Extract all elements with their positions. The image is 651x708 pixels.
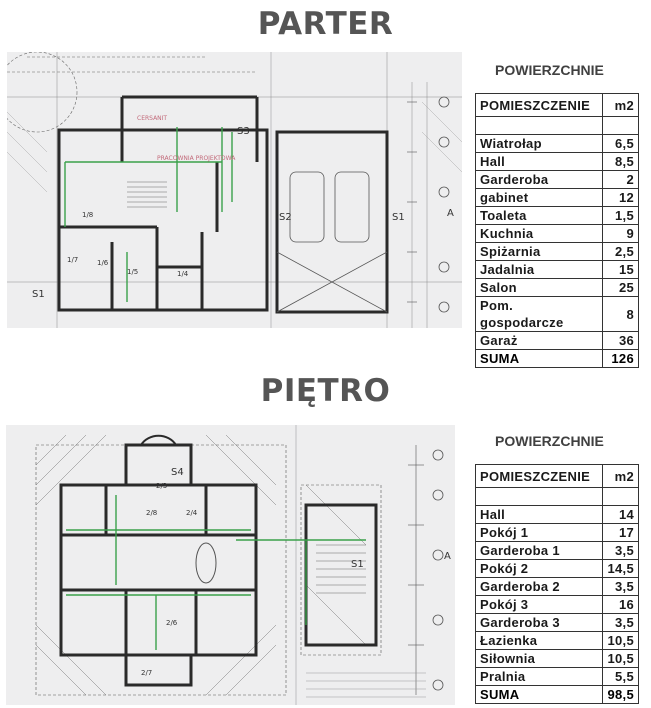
room-area: 2,5 bbox=[603, 243, 639, 261]
room-name: Spiżarnia bbox=[476, 243, 603, 261]
room-name: Pokój 1 bbox=[476, 524, 603, 542]
table-row bbox=[476, 542, 639, 560]
parter-title: PARTER bbox=[257, 6, 394, 42]
table-row bbox=[476, 261, 639, 279]
room-area: 8 bbox=[603, 297, 639, 332]
table-row bbox=[476, 596, 639, 614]
room-label: 2/3 bbox=[156, 482, 168, 490]
table-row bbox=[476, 632, 639, 650]
room-label: S1 bbox=[392, 212, 405, 223]
table-row bbox=[476, 560, 639, 578]
pietro-areas-table bbox=[475, 464, 639, 704]
table-row bbox=[476, 153, 639, 171]
room-name: Kuchnia bbox=[476, 225, 603, 243]
header-cell-room: POMIESZCZENIE bbox=[476, 465, 603, 488]
room-area: 14 bbox=[603, 506, 639, 524]
room-name: Garderoba 1 bbox=[476, 542, 603, 560]
table-row bbox=[476, 225, 639, 243]
room-area: 5,5 bbox=[603, 668, 639, 686]
room-label: 1/8 bbox=[82, 211, 94, 219]
room-area: 1,5 bbox=[603, 207, 639, 225]
room-area: 3,5 bbox=[603, 614, 639, 632]
room-name: Garderoba 3 bbox=[476, 614, 603, 632]
table-row bbox=[476, 614, 639, 632]
room-label: S3 bbox=[237, 126, 250, 137]
room-label: 2/4 bbox=[186, 509, 198, 517]
table-sum-row bbox=[476, 686, 639, 704]
table-row bbox=[476, 578, 639, 596]
room-area: 17 bbox=[603, 524, 639, 542]
room-name: Salon bbox=[476, 279, 603, 297]
table-row bbox=[476, 524, 639, 542]
sum-label: SUMA bbox=[476, 686, 603, 704]
room-label: S1 bbox=[32, 289, 45, 300]
table-header-row bbox=[476, 465, 639, 488]
table-row bbox=[476, 297, 639, 332]
sum-label: SUMA bbox=[476, 350, 603, 368]
table-row bbox=[476, 650, 639, 668]
room-name: Pom. gospodarcze bbox=[476, 297, 603, 332]
room-area: 2 bbox=[603, 171, 639, 189]
room-name: Siłownia bbox=[476, 650, 603, 668]
room-label: 2/7 bbox=[141, 669, 153, 677]
room-name: Garderoba bbox=[476, 171, 603, 189]
sum-value: 98,5 bbox=[603, 686, 639, 704]
ground-floor-plan-image bbox=[7, 52, 462, 328]
room-label: 2/6 bbox=[166, 619, 178, 627]
section-marker: A bbox=[447, 208, 454, 219]
section-marker: A bbox=[444, 551, 451, 562]
room-area: 8,5 bbox=[603, 153, 639, 171]
upper-floor-plan-image bbox=[6, 425, 455, 705]
room-name: Garaż bbox=[476, 332, 603, 350]
table-row bbox=[476, 135, 639, 153]
table-row bbox=[476, 506, 639, 524]
room-area: 36 bbox=[603, 332, 639, 350]
parter-areas-subtitle: POWIERZCHNIE bbox=[495, 62, 604, 78]
room-area: 10,5 bbox=[603, 632, 639, 650]
table-spacer-row bbox=[476, 488, 639, 506]
table-row bbox=[476, 207, 639, 225]
table-row bbox=[476, 189, 639, 207]
room-name: Pralnia bbox=[476, 668, 603, 686]
room-area: 25 bbox=[603, 279, 639, 297]
header-cell-room: POMIESZCZENIE bbox=[476, 94, 603, 117]
table-row bbox=[476, 243, 639, 261]
room-name: Wiatrołap bbox=[476, 135, 603, 153]
parter-areas-table bbox=[475, 93, 639, 368]
room-name: Pokój 2 bbox=[476, 560, 603, 578]
pietro-title: PIĘTRO bbox=[260, 373, 391, 409]
table-spacer-row bbox=[476, 117, 639, 135]
room-label: 1/5 bbox=[127, 268, 139, 276]
room-label: S2 bbox=[279, 212, 292, 223]
room-name: Łazienka bbox=[476, 632, 603, 650]
room-area: 16 bbox=[603, 596, 639, 614]
room-area: 3,5 bbox=[603, 542, 639, 560]
room-area: 15 bbox=[603, 261, 639, 279]
room-label: 1/7 bbox=[67, 256, 79, 264]
sum-value: 126 bbox=[603, 350, 639, 368]
room-area: 10,5 bbox=[603, 650, 639, 668]
room-label: S4 bbox=[171, 467, 184, 478]
table-row bbox=[476, 171, 639, 189]
room-name: Toaleta bbox=[476, 207, 603, 225]
room-name: Pokój 3 bbox=[476, 596, 603, 614]
room-name: Garderoba 2 bbox=[476, 578, 603, 596]
room-area: 3,5 bbox=[603, 578, 639, 596]
room-label: S1 bbox=[351, 559, 364, 570]
table-row bbox=[476, 332, 639, 350]
table-row bbox=[476, 279, 639, 297]
room-label: 1/6 bbox=[97, 259, 109, 267]
room-area: 9 bbox=[603, 225, 639, 243]
plan-stamp-text: PRACOWNIA PROJEKTOWA bbox=[157, 155, 236, 162]
header-cell-area: m2 bbox=[603, 94, 639, 117]
room-name: Hall bbox=[476, 153, 603, 171]
plan-stamp-text: CERSANIT bbox=[137, 115, 168, 122]
room-area: 6,5 bbox=[603, 135, 639, 153]
room-name: gabinet bbox=[476, 189, 603, 207]
pietro-areas-subtitle: POWIERZCHNIE bbox=[495, 433, 604, 449]
room-label: 2/8 bbox=[146, 509, 158, 517]
room-area: 14,5 bbox=[603, 560, 639, 578]
header-cell-area: m2 bbox=[603, 465, 639, 488]
room-label: 1/4 bbox=[177, 270, 189, 278]
table-row bbox=[476, 668, 639, 686]
table-sum-row bbox=[476, 350, 639, 368]
room-name: Hall bbox=[476, 506, 603, 524]
room-area: 12 bbox=[603, 189, 639, 207]
room-name: Jadalnia bbox=[476, 261, 603, 279]
table-header-row bbox=[476, 94, 639, 117]
